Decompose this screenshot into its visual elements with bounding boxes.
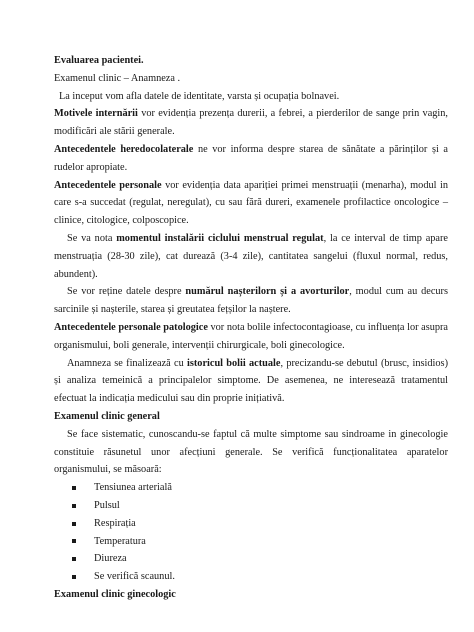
intro-paragraph: La inceput vom afla datele de identitate, varsta și ocupația bolnavei.	[59, 90, 340, 102]
list-item: Tensiunea arterială	[72, 479, 448, 497]
list-item: Respirația	[72, 515, 448, 533]
bullet-square-icon	[72, 504, 76, 508]
bullet-square-icon	[72, 486, 76, 490]
ciclu-paragraph: Se va nota momentul instalării ciclului menstrual regulat, la ce interval de timp apare menstruația (28-30 zile), cat durează (3-4 zile), cantitatea sangelui (fluxul normal, redus, abundent).	[54, 232, 449, 280]
gineco-heading: Examenul clinic ginecologic	[54, 588, 176, 600]
nasteri-paragraph: Se vor reține datele despre numărul nașterilorn și a avorturilor, modul cum au decurs sarcinile și nașterile, starea și greutatea fețșilor la naștere.	[54, 286, 448, 316]
doc-subtitle: Examenul clinic – Anamneza .	[54, 72, 181, 84]
measures-list	[54, 479, 448, 586]
bullet-square-icon	[72, 522, 76, 526]
list-item: Se verifică scaunul.	[72, 568, 448, 586]
list-item: Temperatura	[72, 533, 448, 551]
bullet-square-icon	[72, 539, 76, 543]
motive-paragraph: Motivele internării vor evidenția prezența durerii, a febrei, a pierderilor de sange prin vagin, modificări ale stării generale.	[54, 108, 448, 138]
istoric-paragraph: Anamneza se finalizează cu istoricul bolii actuale, precizandu-se debutul (brusc, insidios) și analiza temeinică a principalelor simptome. De asemenea, ne interesează tratamentul efectuat la indicația medicului sau din proprie inițiativă.	[54, 357, 448, 405]
bullet-square-icon	[72, 575, 76, 579]
general-paragraph: Se face sistematic, cunoscandu-se faptul că multe simptome sau sindroame in ginecologie constituie răsunetul unor afecțiuni generale. Se verifică funcționalitatea aparatelor organismului, se măsoară:	[54, 428, 448, 476]
patologice-paragraph: Antecedentele personale patologice vor nota bolile infectocontagioase, cu influența lor asupra organismului, boli generale, intervenții chirurgicale, boli ginecologice.	[54, 321, 448, 351]
heredo-paragraph: Antecedentele heredocolaterale ne vor informa despre starea de sănătate a părinților și a rudelor apropiate.	[54, 143, 448, 173]
doc-title: Evaluarea pacientei.	[54, 55, 144, 66]
general-heading: Examenul clinic general	[54, 410, 160, 422]
bullet-square-icon	[72, 557, 76, 561]
list-item: Diureza	[72, 550, 448, 568]
personale-paragraph: Antecedentele personale vor evidenția data apariției primei menstruații (menarha), modul in care s-a succedat (regulat, neregulat), cu sau fără dureri, examenele profilactice oncologice – clinice, citologice, colposcopice.	[54, 179, 448, 227]
list-item: Pulsul	[72, 497, 448, 515]
